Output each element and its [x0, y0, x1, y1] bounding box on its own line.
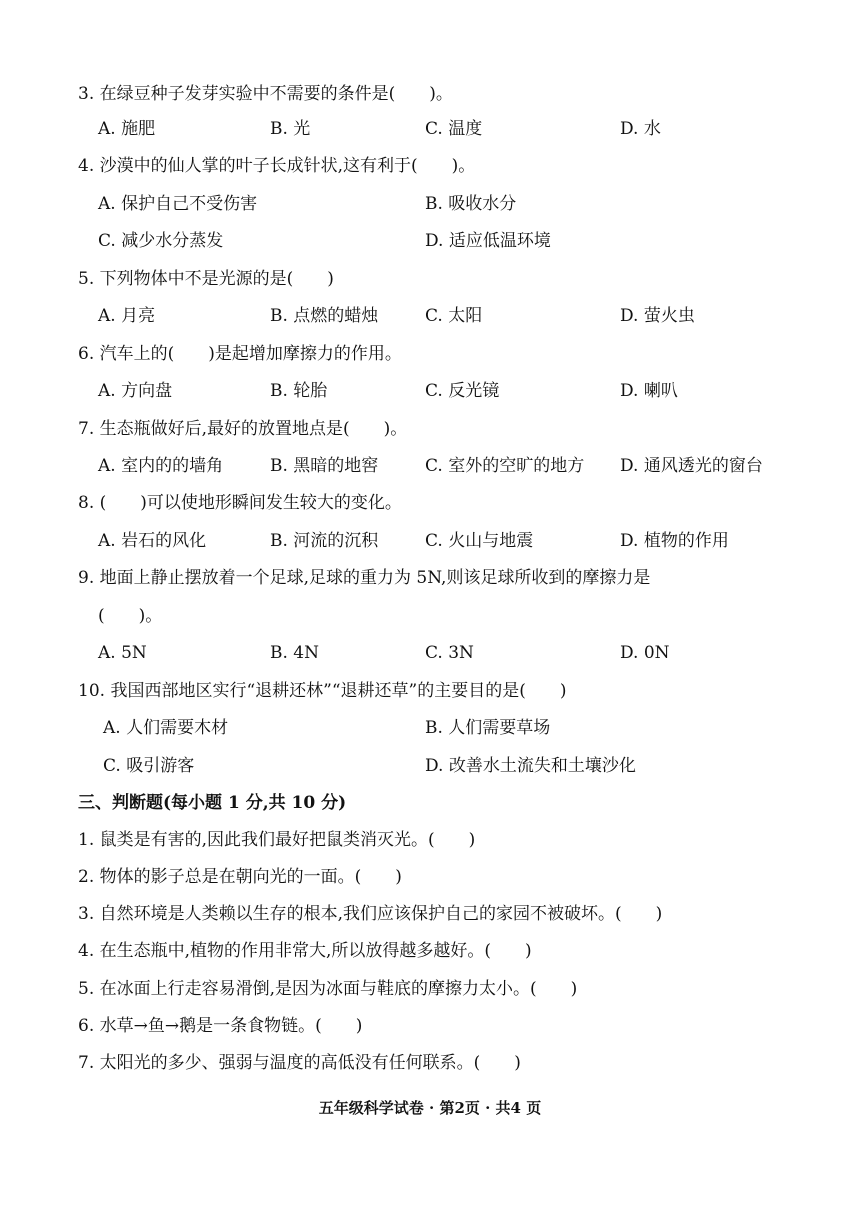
page-footer: 五年级科学试卷 · 第2页 · 共4 页 — [318, 1099, 542, 1117]
question-5-option-d: D. 萤火虫 — [620, 306, 695, 326]
question-4-stem: 4. 沙漠中的仙人掌的叶子长成针状,这有利于( )。 — [78, 156, 476, 176]
question-8-option-c: C. 火山与地震 — [425, 531, 534, 551]
question-10-option-c: C. 吸引游客 — [103, 756, 195, 776]
judge-item-6: 6. 水草→鱼→鹅是一条食物链。( ) — [78, 1016, 363, 1036]
question-5-stem: 5. 下列物体中不是光源的是( ) — [78, 269, 334, 289]
question-8-option-d: D. 植物的作用 — [620, 531, 729, 551]
question-5-option-c: C. 太阳 — [425, 306, 483, 326]
question-10-option-b: B. 人们需要草场 — [425, 718, 551, 738]
question-7-option-c: C. 室外的空旷的地方 — [425, 456, 585, 476]
question-9-stem-continued: ( )。 — [98, 606, 163, 626]
question-8-stem: 8. ( )可以使地形瞬间发生较大的变化。 — [78, 493, 402, 513]
question-9-option-b: B. 4N — [270, 643, 319, 663]
question-7-option-d: D. 通风透光的窗台 — [620, 456, 763, 476]
question-4-option-c: C. 减少水分蒸发 — [98, 231, 224, 251]
question-3-stem: 3. 在绿豆种子发芽实验中不需要的条件是( )。 — [78, 84, 453, 104]
question-10-option-d: D. 改善水土流失和土壤沙化 — [425, 756, 636, 776]
question-3-option-a: A. 施肥 — [98, 119, 156, 139]
question-7-stem: 7. 生态瓶做好后,最好的放置地点是( )。 — [78, 419, 408, 439]
question-10-option-a: A. 人们需要木材 — [103, 718, 229, 738]
question-10-stem: 10. 我国西部地区实行“退耕还林”“退耕还草”的主要目的是( ) — [78, 681, 567, 701]
question-7-option-b: B. 黑暗的地窖 — [270, 456, 379, 476]
question-9-stem: 9. 地面上静止摆放着一个足球,足球的重力为 5N,则该足球所收到的摩擦力是 — [78, 568, 651, 588]
question-6-stem: 6. 汽车上的( )是起增加摩擦力的作用。 — [78, 344, 402, 364]
question-3-option-c: C. 温度 — [425, 119, 483, 139]
question-9-option-d: D. 0N — [620, 643, 670, 663]
judge-item-3: 3. 自然环境是人类赖以生存的根本,我们应该保护自己的家园不被破坏。( ) — [78, 904, 663, 924]
question-7-option-a: A. 室内的的墙角 — [98, 456, 224, 476]
question-8-option-a: A. 岩石的风化 — [98, 531, 207, 551]
judge-item-5: 5. 在冰面上行走容易滑倒,是因为冰面与鞋底的摩擦力太小。( ) — [78, 979, 578, 999]
question-6-option-c: C. 反光镜 — [425, 381, 500, 401]
question-6-option-a: A. 方向盘 — [98, 381, 173, 401]
question-9-option-a: A. 5N — [98, 643, 147, 663]
question-5-option-b: B. 点燃的蜡烛 — [270, 306, 379, 326]
judge-item-2: 2. 物体的影子总是在朝向光的一面。( ) — [78, 867, 402, 887]
judge-item-4: 4. 在生态瓶中,植物的作用非常大,所以放得越多越好。( ) — [78, 941, 532, 961]
question-5-option-a: A. 月亮 — [98, 306, 156, 326]
judge-item-1: 1. 鼠类是有害的,因此我们最好把鼠类消灭光。( ) — [78, 830, 476, 850]
question-3-option-b: B. 光 — [270, 119, 311, 139]
judge-item-7: 7. 太阳光的多少、强弱与温度的高低没有任何联系。( ) — [78, 1053, 521, 1073]
question-6-option-b: B. 轮胎 — [270, 381, 328, 401]
question-4-option-b: B. 吸收水分 — [425, 194, 517, 214]
question-8-option-b: B. 河流的沉积 — [270, 531, 379, 551]
question-4-option-a: A. 保护自己不受伤害 — [98, 194, 258, 214]
question-9-option-c: C. 3N — [425, 643, 474, 663]
question-6-option-d: D. 喇叭 — [620, 381, 678, 401]
question-4-option-d: D. 适应低温环境 — [425, 231, 551, 251]
section-3-title: 三、判断题(每小题 1 分,共 10 分) — [78, 793, 347, 813]
question-3-option-d: D. 水 — [620, 119, 661, 139]
